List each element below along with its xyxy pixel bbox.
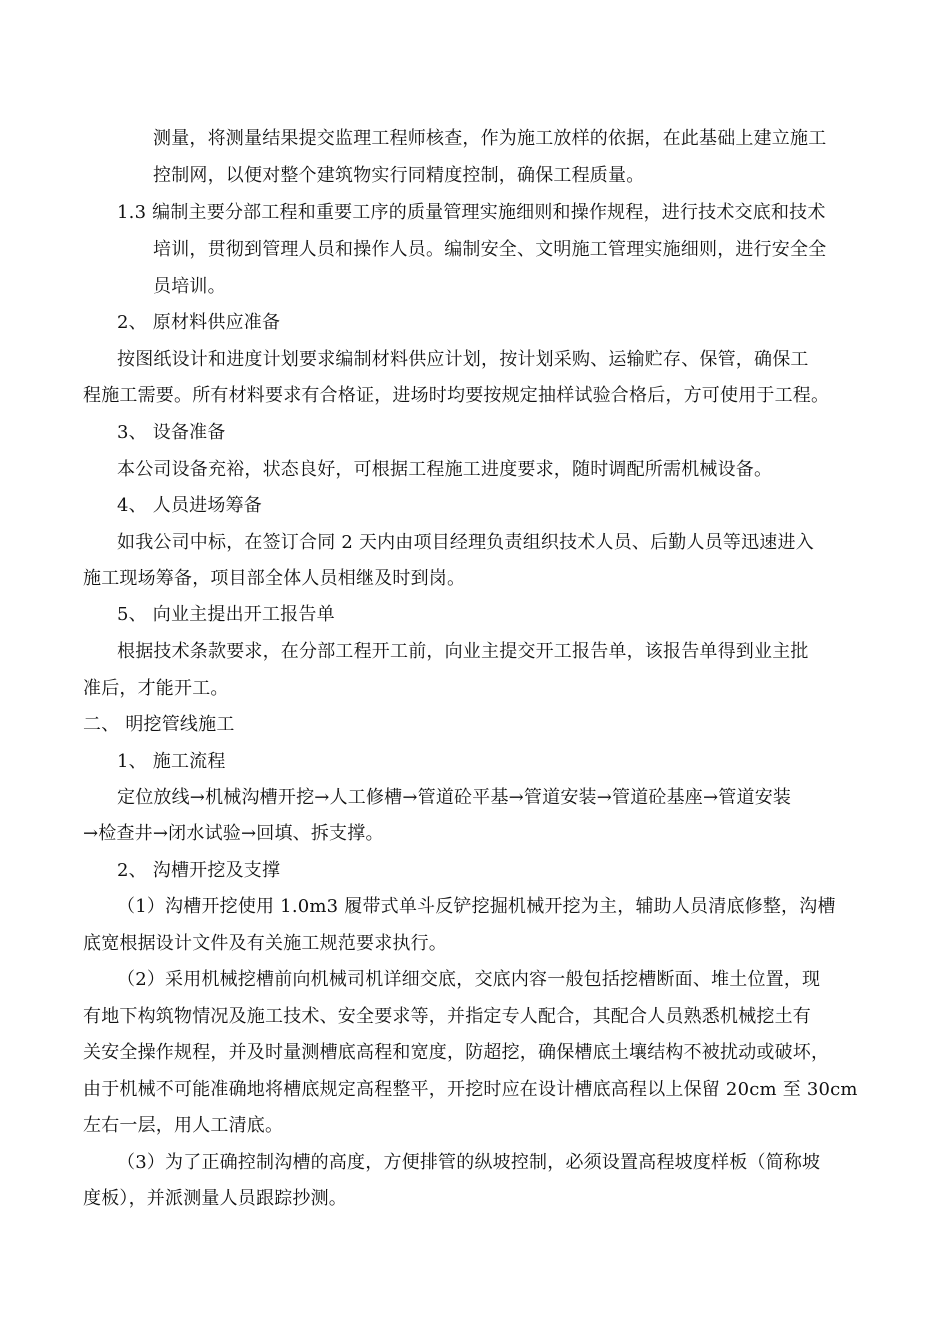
paragraph-line: 准后，才能开工。 bbox=[83, 678, 229, 699]
paragraph-line: 左右一层，用人工清底。 bbox=[83, 1115, 284, 1136]
chapter-heading-2: 二、 明挖管线施工 bbox=[83, 714, 235, 735]
section-heading-1: 1、 施工流程 bbox=[117, 751, 226, 772]
paragraph-line: 员培训。 bbox=[153, 276, 226, 297]
paragraph-line: 如我公司中标，在签订合同 2 天内由项目经理负责组织技术人员、后勤人员等迅速进入 bbox=[117, 532, 814, 553]
paragraph-line: （1）沟槽开挖使用 1.0m3 履带式单斗反铲挖掘机械开挖为主，辅助人员清底修整，沟槽 bbox=[117, 896, 836, 917]
paragraph-line: 底宽根据设计文件及有关施工规范要求执行。 bbox=[83, 933, 447, 954]
paragraph-line: 关安全操作规程，并及时量测槽底高程和宽度，防超挖，确保槽底土壤结构不被扰动或破坏， bbox=[83, 1042, 830, 1063]
paragraph-line: 培训，贯彻到管理人员和操作人员。编制安全、文明施工管理实施细则，进行安全全 bbox=[153, 239, 827, 260]
paragraph-line: 按图纸设计和进度计划要求编制材料供应计划，按计划采购、运输贮存、保管，确保工 bbox=[117, 349, 809, 370]
section-heading-4: 4、 人员进场筹备 bbox=[117, 495, 262, 516]
paragraph-line: 定位放线→机械沟槽开挖→人工修槽→管道砼平基→管道安装→管道砼基座→管道安装 bbox=[117, 787, 792, 808]
section-heading-1-3: 1.3 编制主要分部工程和重要工序的质量管理实施细则和操作规程，进行技术交底和技术 bbox=[117, 202, 826, 223]
paragraph-line: 本公司设备充裕，状态良好，可根据工程施工进度要求，随时调配所需机械设备。 bbox=[117, 459, 773, 480]
section-heading-3: 3、 设备准备 bbox=[117, 422, 226, 443]
paragraph-line: 根据技术条款要求，在分部工程开工前，向业主提交开工报告单，该报告单得到业主批 bbox=[117, 641, 809, 662]
paragraph-line: 有地下构筑物情况及施工技术、安全要求等，并指定专人配合，其配合人员熟悉机械挖土有 bbox=[83, 1006, 811, 1027]
paragraph-line: →检查井→闭水试验→回填、拆支撑。 bbox=[83, 823, 384, 844]
paragraph-line: 测量，将测量结果提交监理工程师核查，作为施工放样的依据，在此基础上建立施工 bbox=[153, 128, 827, 149]
paragraph-line: 由于机械不可能准确地将槽底规定高程整平，开挖时应在设计槽底高程以上保留 20cm 至 30cm bbox=[83, 1079, 858, 1100]
section-heading-2: 2、 原材料供应准备 bbox=[117, 312, 281, 333]
paragraph-line: 程施工需要。所有材料要求有合格证，进场时均要按规定抽样试验合格后，方可使用于工程。 bbox=[83, 385, 830, 406]
paragraph-line: 度板），并派测量人员跟踪抄测。 bbox=[83, 1188, 347, 1209]
paragraph-line: 施工现场筹备，项目部全体人员相继及时到岗。 bbox=[83, 568, 466, 589]
section-heading-5: 5、 向业主提出开工报告单 bbox=[117, 604, 335, 625]
paragraph-line: 控制网，以便对整个建筑物实行同精度控制，确保工程质量。 bbox=[153, 165, 645, 186]
paragraph-line: （2）采用机械挖槽前向机械司机详细交底，交底内容一般包括挖槽断面、堆土位置，现 bbox=[117, 969, 821, 990]
paragraph-line: （3）为了正确控制沟槽的高度，方便排管的纵坡控制，必须设置高程坡度样板（简称坡 bbox=[117, 1152, 821, 1173]
section-heading-2: 2、 沟槽开挖及支撑 bbox=[117, 860, 281, 881]
